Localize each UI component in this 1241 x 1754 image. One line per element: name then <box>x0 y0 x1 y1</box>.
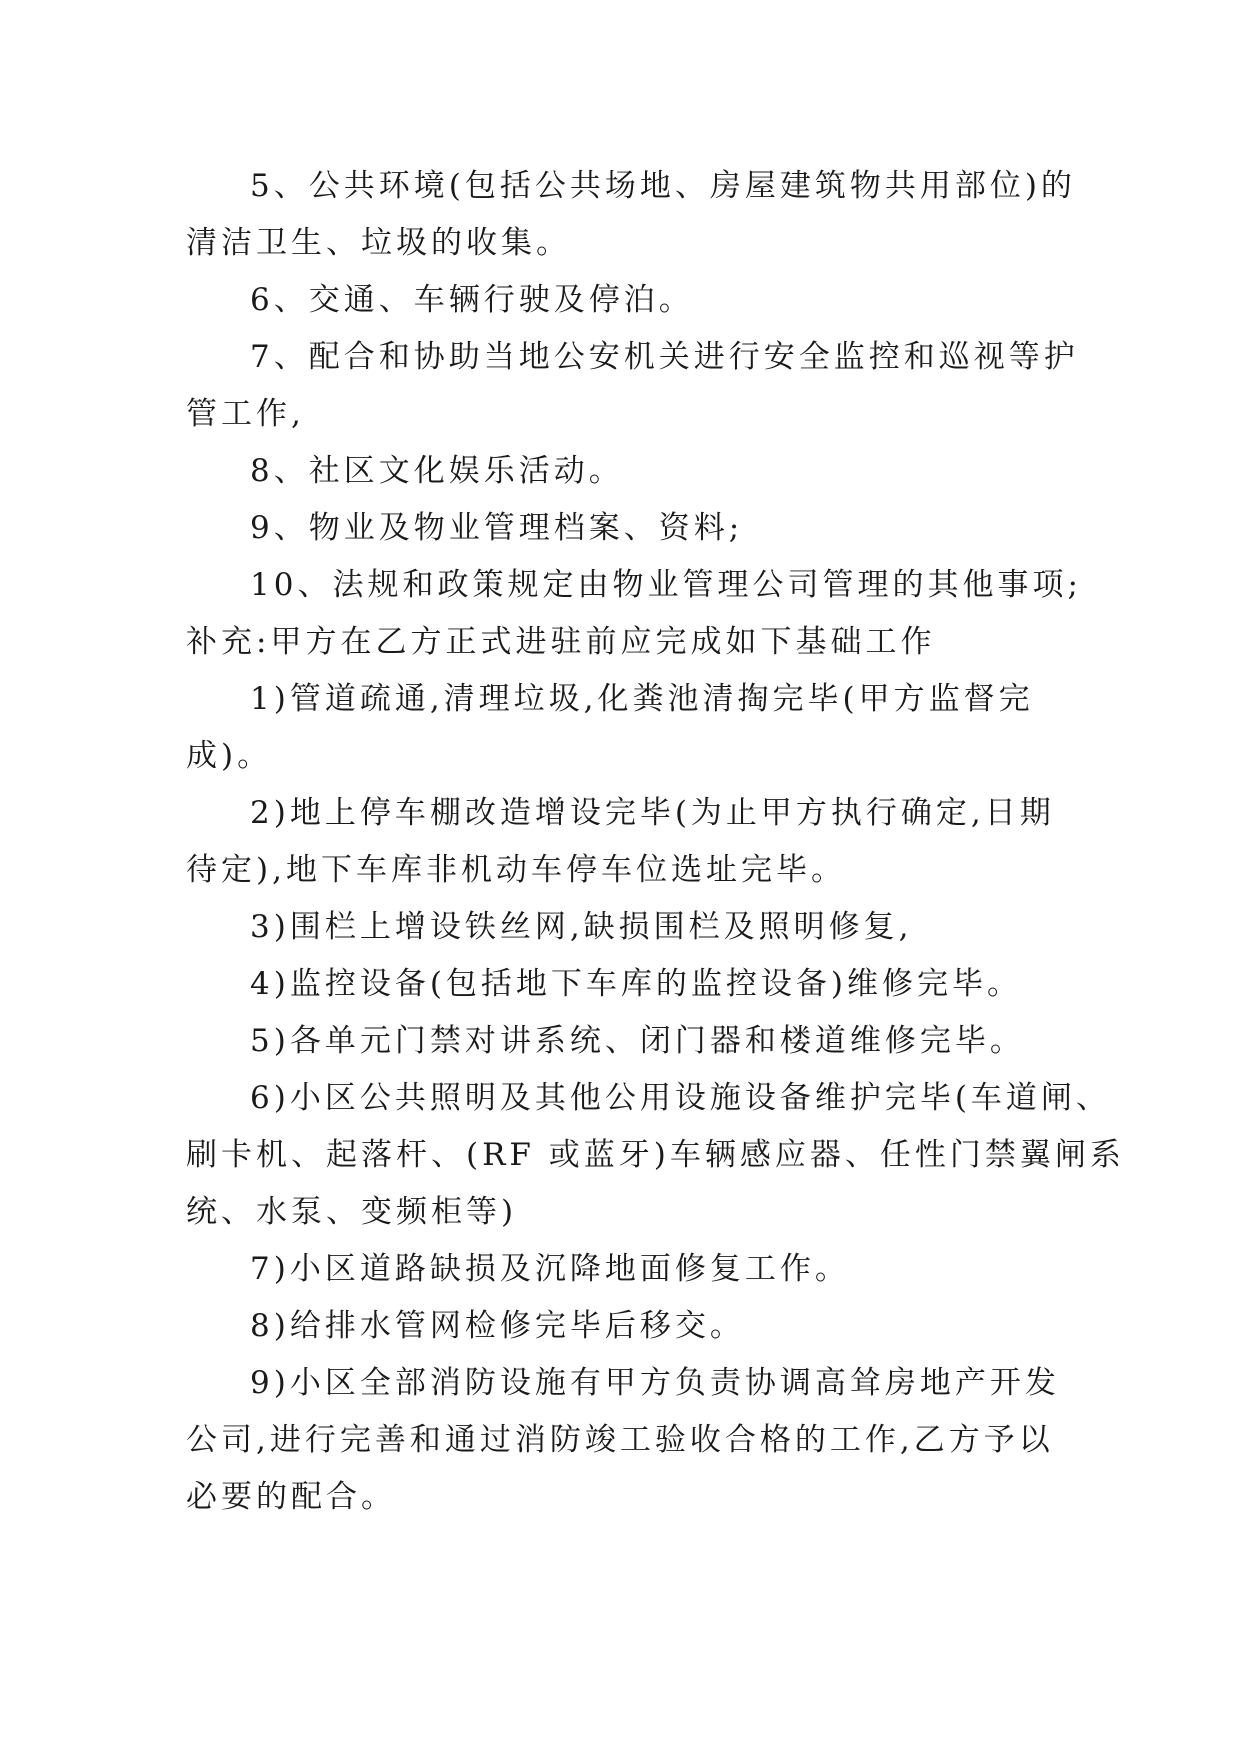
text-line: 公司,进行完善和通过消防竣工验收合格的工作,乙方予以 <box>186 1422 1054 1458</box>
text-line: 5、公共环境(包括公共场地、房屋建筑物共用部位)的 <box>250 168 1076 204</box>
text-line: 待定),地下车库非机动车停车位选址完毕。 <box>186 852 846 888</box>
text-line: 1)管道疏通,清理垃圾,化粪池清掏完毕(甲方监督完 <box>250 681 1034 717</box>
text-line: 4)监控设备(包括地下车库的监控设备)维修完毕。 <box>250 966 1023 1002</box>
text-line: 5)各单元门禁对讲系统、闭门器和楼道维修完毕。 <box>250 1023 1025 1059</box>
text-line: 管工作, <box>186 396 305 432</box>
text-line: 成)。 <box>186 738 273 774</box>
text-line: 8)给排水管网检修完毕后移交。 <box>250 1308 745 1344</box>
text-line: 10、法规和政策规定由物业管理公司管理的其他事项; <box>250 567 1082 603</box>
text-line: 必要的配合。 <box>186 1479 396 1515</box>
text-line: 9、物业及物业管理档案、资料; <box>250 510 744 546</box>
text-line: 8、社区文化娱乐活动。 <box>250 453 624 489</box>
text-line: 3)围栏上增设铁丝网,缺损围栏及照明修复, <box>250 909 913 945</box>
text-line: 6、交通、车辆行驶及停泊。 <box>250 282 694 318</box>
text-line: 7、配合和协助当地公安机关进行安全监控和巡视等护 <box>250 339 1079 375</box>
document-body <box>186 158 1125 1526</box>
text-line: 2)地上停车棚改造增设完毕(为止甲方执行确定,日期 <box>250 795 1055 831</box>
text-line: 补充:甲方在乙方正式进驻前应完成如下基础工作 <box>186 624 936 660</box>
text-line: 7)小区道路缺损及沉降地面修复工作。 <box>250 1251 850 1287</box>
text-line: 6)小区公共照明及其他公用设施设备维护完毕(车道闸、 <box>250 1080 1111 1116</box>
text-line: 刷卡机、起落杆、(RF 或蓝牙)车辆感应器、任性门禁翼闸系 <box>186 1137 1125 1173</box>
text-line: 清洁卫生、垃圾的收集。 <box>186 225 571 261</box>
text-line: 9)小区全部消防设施有甲方负责协调高耸房地产开发 <box>250 1365 1060 1401</box>
text-line: 统、水泵、变频柜等) <box>186 1194 518 1230</box>
